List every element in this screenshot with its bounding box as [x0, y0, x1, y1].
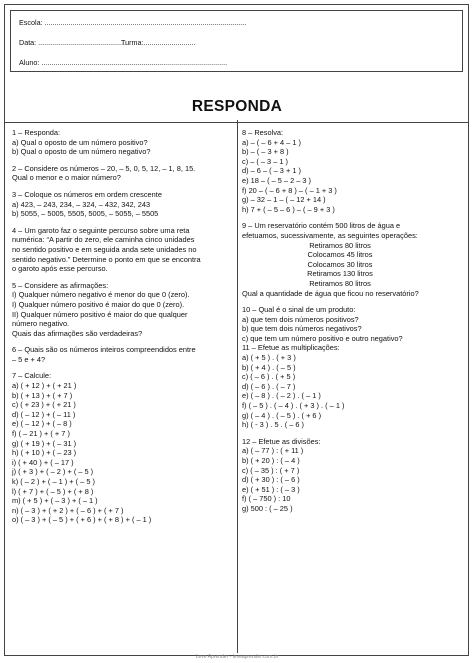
spacer — [12, 219, 234, 226]
text-line: g) ( + 19 ) + ( – 31 ) — [12, 438, 77, 448]
text-line: c) que tem um número positivo e outro negativo? — [242, 333, 403, 343]
text-line: c) ( – 35 ) : ( + 7 ) — [242, 465, 300, 475]
text-line: a) 423, – 243, 234, – 324, – 432, 342, 243 — [12, 199, 151, 209]
text-line: e) ( – 8 ) . ( – 2 ) . ( – 1 ) — [242, 391, 321, 401]
text-line: – 5 e + 4? — [12, 354, 46, 364]
text-line: b) Qual o oposto de um número negativo? — [12, 147, 151, 157]
text-line: 3 – Coloque os números em ordem crescente — [12, 189, 162, 199]
text-line: f) ( – 750 ) : 10 — [242, 494, 291, 504]
spacer — [242, 298, 468, 305]
text-line: 2 – Considere os números – 20, – 5, 0, 5, 12, – 1, 8, 15. — [12, 163, 196, 173]
text-line: Retiramos 80 litros — [309, 278, 371, 288]
text-line: sentido negativo.” Determine o ponto em que se encontra — [12, 254, 201, 264]
text-line: f) 20 – ( – 6 + 8 ) – ( – 1 + 3 ) — [242, 185, 337, 195]
class-field[interactable]: Turma:.......................... — [121, 38, 196, 47]
text-line: Quais das afirmações são verdadeiras? — [12, 328, 143, 338]
text-line: I) Qualquer número positivo é maior do que 0 (zero). — [12, 299, 185, 309]
text-line: Qual a quantidade de água que ficou no reservatório? — [242, 288, 419, 298]
spacer — [12, 274, 234, 281]
text-line: a) Qual o oposto de um número positivo? — [12, 137, 148, 147]
text-line: n) ( – 3 ) + ( + 2 ) + ( – 6 ) + ( + 7 ) — [12, 505, 124, 515]
text-line: b) ( + 13 ) + ( + 7 ) — [12, 390, 73, 400]
text-line: l) ( + 7 ) + ( – 5 ) + ( + 8 ) — [12, 486, 94, 496]
text-line: b) que tem dois números negativos? — [242, 324, 362, 334]
text-line: e) ( + 51 ) : ( – 3 ) — [242, 484, 300, 494]
text-line: i) ( + 40 ) + ( – 17 ) — [12, 457, 74, 467]
text-line: d) ( – 12 ) + ( – 11 ) — [12, 409, 76, 419]
text-line: a) ( – 77 ) : ( + 11 ) — [242, 446, 304, 456]
text-line: II) Qualquer número positivo é maior do que qualquer — [12, 309, 188, 319]
text-line: Qual o menor e o maior número? — [12, 173, 121, 183]
text-line: g) – 32 – 1 – ( – 12 + 14 ) — [242, 195, 326, 205]
column-divider — [237, 120, 238, 653]
text-line: d) ( + 30 ) : ( – 6 ) — [242, 475, 300, 485]
text-line: a) ( + 5 ) . ( + 3 ) — [242, 353, 296, 363]
spacer — [12, 338, 234, 345]
text-line: d) ( – 6 ) . ( – 7 ) — [242, 381, 296, 391]
spacer — [12, 183, 234, 190]
spacer — [242, 430, 468, 437]
text-line: e) ( – 12 ) + ( – 8 ) — [12, 419, 72, 429]
text-line: 4 – Um garoto faz o seguinte percurso sobre uma reta — [12, 225, 190, 235]
student-header-box — [10, 10, 463, 72]
right-bottom-questions — [242, 289, 468, 514]
text-line: o) ( – 3 ) + ( – 5 ) + ( + 6 ) + ( + 8 ) + ( – 1 ) — [12, 515, 152, 525]
text-line: 8 – Resolva: — [242, 128, 284, 137]
text-line: Retiramos 80 litros — [309, 240, 371, 250]
text-line: a) ( + 12 ) + ( + 21 ) — [12, 381, 77, 391]
text-line: Colocamos 30 litros — [307, 259, 373, 269]
text-line: b) 5055, – 5005, 5505, 5005, – 5055, – 5505 — [12, 209, 159, 219]
text-line: b) – ( – 3 + 8 ) — [242, 147, 289, 157]
text-line: Colocamos 45 litros — [307, 250, 373, 260]
text-line: Retiramos 130 litros — [307, 269, 373, 279]
school-field[interactable]: Escola: ..................................................................................................... — [19, 18, 247, 27]
text-line: 1 – Responda: — [12, 128, 61, 137]
spacer — [12, 364, 234, 371]
text-line: c) ( + 23 ) + ( + 21 ) — [12, 400, 76, 410]
text-line: b) ( + 4 ) . ( – 5 ) — [242, 362, 296, 372]
text-line: g) 500 : ( – 25 ) — [242, 503, 293, 513]
text-line: numérica: “A partir do zero, ele caminha cinco unidades — [12, 235, 195, 245]
text-line: 12 – Efetue as divisões: — [242, 436, 321, 446]
text-line: h) ( - 3 ) . 5 . ( – 6 ) — [242, 420, 305, 430]
student-name-field[interactable]: Aluno: ............................................................................................. — [19, 58, 228, 67]
text-line: 10 – Qual é o sinal de um produto: — [242, 305, 356, 315]
text-line: 11 – Efetue as multiplicações: — [242, 343, 340, 353]
text-line: m) ( + 5 ) + ( – 3 ) + ( – 1 ) — [12, 496, 98, 506]
text-line: b) ( + 20 ) : ( – 4 ) — [242, 456, 300, 465]
text-line: a) – ( – 6 + 4 – 1 ) — [242, 137, 301, 147]
text-line: no sentido positivo e em seguida anda sete unidades no — [12, 244, 197, 254]
text-line: h) ( + 10 ) + ( – 23 ) — [12, 448, 77, 458]
text-line: f) ( – 5 ) . ( – 4 ) . ( + 3 ) . ( – 1 ) — [242, 401, 345, 411]
spacer — [12, 157, 234, 164]
text-line: 6 – Quais são os números inteiros compreendidos entre — [12, 345, 196, 355]
text-line: efetuamos, sucessivamente, as seguintes operações: — [242, 230, 418, 240]
reservoir-operations — [242, 241, 438, 289]
text-line: h) 7 + ( – 5 – 6 ) – ( – 9 + 3 ) — [242, 204, 335, 214]
text-line: 7 – Calcule: — [12, 371, 52, 381]
text-line: 5 – Considere as afirmações: — [12, 280, 109, 290]
text-line: o garoto após esse percurso. — [12, 264, 108, 274]
text-line: 9 – Um reservatório contém 500 litros de água e — [242, 221, 401, 231]
text-line: f) ( – 21 ) + ( + 7 ) — [12, 429, 70, 439]
text-line: número negativo. — [12, 319, 70, 329]
text-line: c) ( – 6 ) . ( + 5 ) — [242, 372, 296, 382]
text-line: d) – 6 – ( – 3 + 1 ) — [242, 166, 301, 176]
left-column — [12, 128, 234, 525]
text-line: a) que tem dois números positivos? — [242, 314, 359, 324]
right-column — [242, 128, 468, 514]
text-line: I) Qualquer número negativo é menor do que 0 (zero). — [12, 290, 190, 300]
spacer — [242, 214, 468, 221]
right-top-questions — [242, 128, 468, 241]
date-field[interactable]: Data: ............................................ — [19, 38, 127, 47]
text-line: e) 18 – ( – 5 – 2 – 3 ) — [242, 175, 312, 185]
text-line: j) ( + 3 ) + ( – 2 ) + ( – 5 ) — [12, 467, 94, 477]
page-title: RESPONDA — [191, 98, 283, 115]
text-line: g) ( – 4 ) . ( – 5 ) . ( + 6 ) — [242, 410, 322, 420]
text-line: k) ( – 2 ) + ( – 1 ) + ( – 5 ) — [12, 477, 95, 486]
text-line: c) – ( – 3 – 1 ) — [242, 156, 289, 166]
footer-credit: Leve Aprender - leveaprender.com.br — [195, 654, 279, 660]
